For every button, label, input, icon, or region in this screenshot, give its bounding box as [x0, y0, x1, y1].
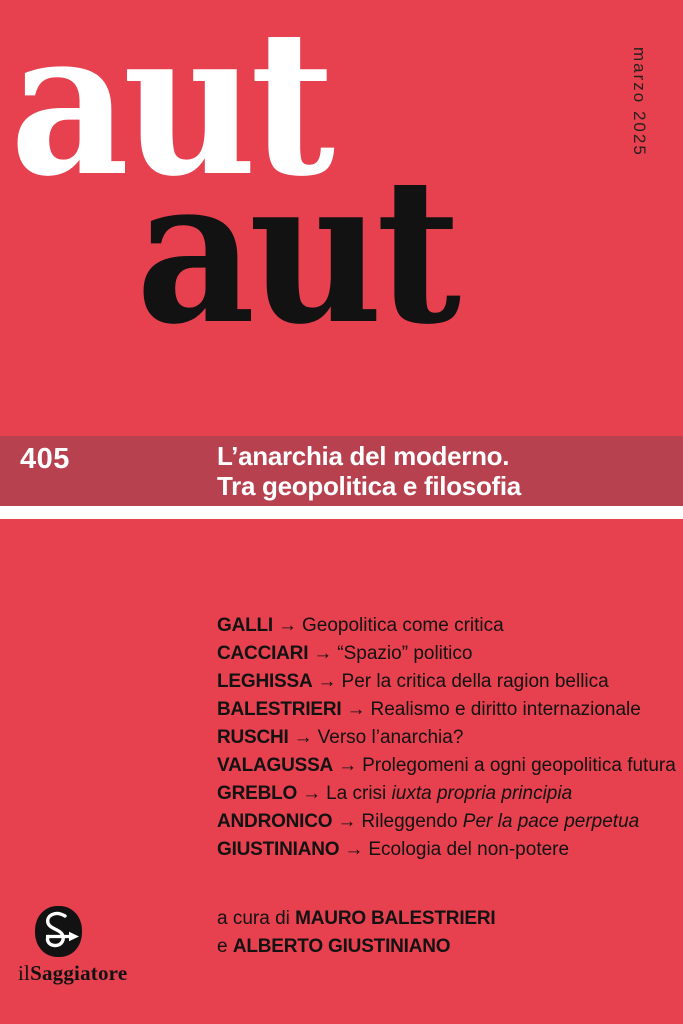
saggiatore-s-arrow-icon: [35, 906, 82, 957]
editors-credit-line2: [217, 933, 495, 961]
article-title-run: Prolegomeni a ogni geopolitica futura: [362, 755, 676, 776]
toc-item: [217, 836, 679, 864]
toc-item: [217, 808, 679, 836]
article-title-run: Verso l’anarchia?: [317, 727, 464, 748]
toc-item: [217, 640, 679, 668]
issue-date-vertical: marzo 2025: [630, 47, 649, 157]
article-title-run: Per la pace perpetua: [462, 811, 640, 832]
toc-list: [217, 612, 679, 864]
arrow-icon: →: [337, 811, 357, 832]
author-name: GALLI: [217, 615, 273, 636]
arrow-icon: →: [313, 643, 333, 664]
editors-credit-line1: [217, 905, 495, 933]
article-title-run: Ecologia del non-potere: [368, 839, 570, 860]
arrow-icon: →: [317, 671, 337, 692]
publisher-block: [18, 906, 168, 986]
issue-title: [217, 441, 521, 501]
arrow-icon: →: [278, 615, 297, 636]
issue-title-line1: L’anarchia del moderno.: [217, 441, 510, 471]
publisher-name: [18, 961, 168, 986]
issue-title-line2: Tra geopolitica e filosofia: [217, 471, 521, 501]
arrow-icon: →: [346, 699, 366, 720]
author-name: RUSCHI: [217, 727, 289, 748]
editors-credit: [217, 905, 495, 961]
publisher-name-saggiatore: Saggiatore: [30, 961, 128, 985]
author-name: GIUSTINIANO: [217, 839, 340, 860]
arrow-icon: →: [293, 727, 313, 748]
arrow-icon: →: [302, 783, 322, 804]
toc-item: [217, 668, 679, 696]
author-name: VALAGUSSA: [217, 755, 334, 776]
toc-item: [217, 780, 679, 808]
credit-prefix: a cura di: [217, 908, 296, 929]
article-title-run: Per la critica della ragion bellica: [341, 671, 609, 692]
white-stripe-divider: [0, 506, 683, 519]
editor-name: MAURO BALESTRIERI: [295, 908, 496, 929]
article-title-run: Realismo e diritto internazionale: [370, 699, 641, 720]
article-title-run: Rileggendo: [361, 811, 463, 832]
article-title-run: Geopolitica come critica: [302, 615, 504, 636]
author-name: ANDRONICO: [217, 811, 333, 832]
arrow-icon: →: [344, 839, 364, 860]
toc-item: [217, 696, 679, 724]
credit-prefix: e: [217, 936, 233, 957]
article-title-run: iuxta propria principia: [391, 783, 573, 804]
article-title-run: La crisi: [326, 783, 392, 804]
masthead-aut-black: aut: [136, 134, 455, 369]
author-name: BALESTRIERI: [217, 699, 342, 720]
toc-item: [217, 752, 679, 780]
masthead-aut-white: aut: [10, 0, 329, 221]
author-name: CACCIARI: [217, 643, 309, 664]
author-name: LEGHISSA: [217, 671, 313, 692]
toc-item: [217, 612, 679, 640]
arrow-icon: →: [338, 755, 358, 776]
publisher-name-il: il: [18, 961, 31, 985]
author-name: GREBLO: [217, 783, 298, 804]
issue-number: 405: [20, 443, 70, 475]
toc-item: [217, 724, 679, 752]
article-title-run: “Spazio” politico: [337, 643, 473, 664]
title-band: [0, 436, 683, 506]
editor-name: ALBERTO GIUSTINIANO: [232, 936, 451, 957]
